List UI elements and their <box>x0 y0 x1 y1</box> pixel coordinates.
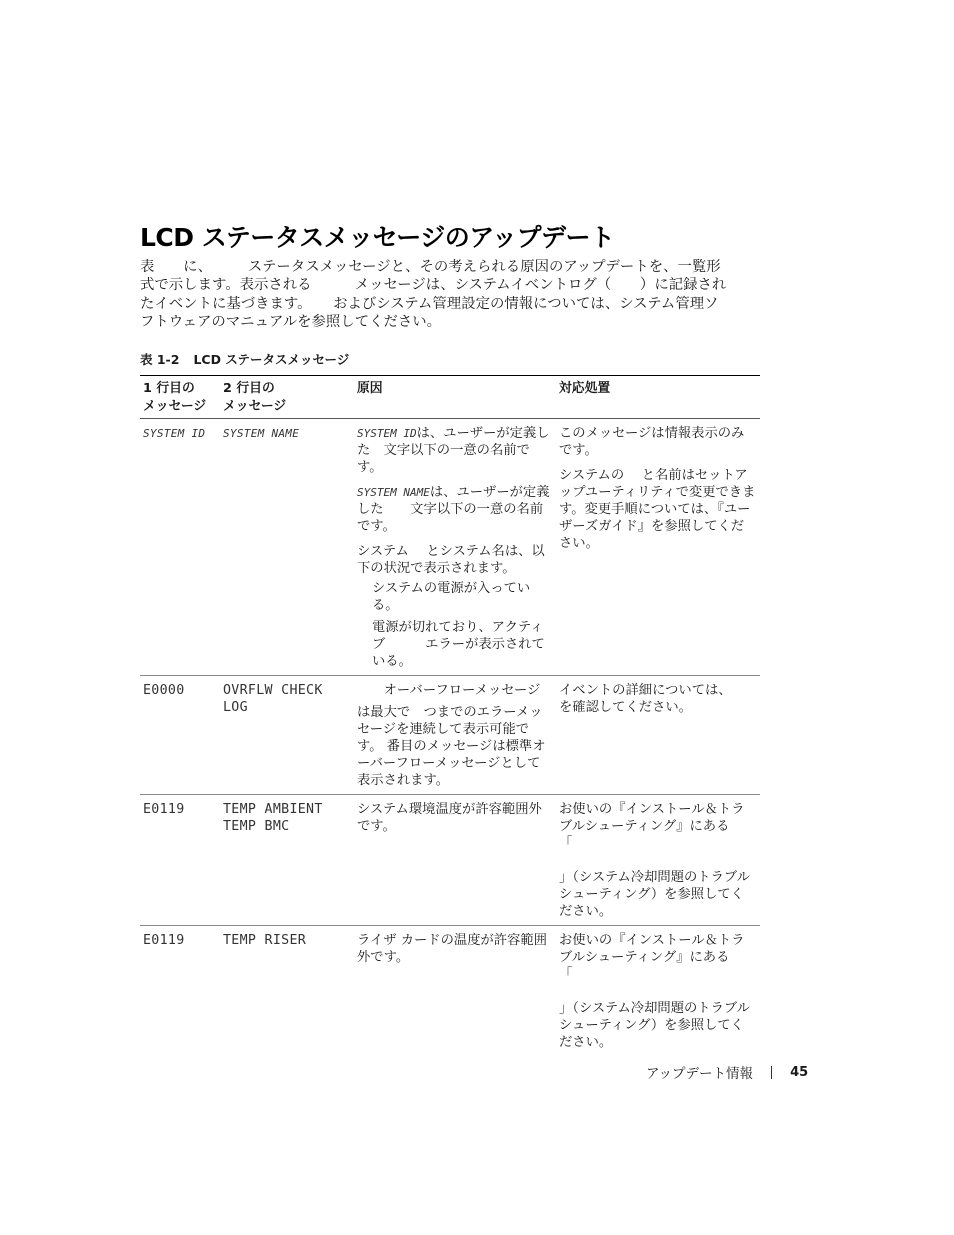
table-row <box>140 795 760 926</box>
header-cause: 原因 <box>354 376 556 419</box>
line2-message: SYSTEM NAME <box>220 419 354 676</box>
cause-cell: SYSTEM IDは、ユーザーが定義した 文字以下の一意の名前です。 SYSTEM NAMEは、ユーザーが定義した 文字以下の一意の名前です。 システム とシステム名は、以下の状況で表示されます。 システムの電源が入っている。 電源が切れており、アクティブ エラーが表示されている。 <box>354 419 556 676</box>
table-header-row <box>140 376 760 419</box>
table-caption <box>140 350 349 368</box>
table-row <box>140 419 760 676</box>
intro-line: 式で示します。表示される メッセージは、システムイベントログ（ ）に記録され <box>140 277 727 294</box>
intro-line: フトウェアのマニュアルを参照してください。 <box>140 313 442 330</box>
lcd-status-table <box>140 375 760 1056</box>
line1-message: E0119 <box>143 933 185 948</box>
page-number: 45 <box>790 1064 809 1080</box>
table-title: LCD ステータスメッセージ <box>193 352 350 367</box>
table-number: 表 1-2 <box>140 352 180 367</box>
action-cell: お使いの『インストール＆トラブルシューティング』にある 「 」（システム冷却問題のトラブルシューティング）を参照してください。 <box>556 795 760 926</box>
action-cell: イベントの詳細については、 を確認してください。 <box>556 676 760 795</box>
intro-paragraph <box>140 258 762 331</box>
line2-message: OVRFLW CHECK LOG <box>220 676 354 795</box>
cause-cell: システム環境温度が許容範囲外です。 <box>354 795 556 926</box>
line1-message: E0119 <box>140 795 220 926</box>
header-action: 対応処置 <box>556 376 760 419</box>
footer-section-title: アップデート情報 <box>646 1066 754 1082</box>
line2-message: TEMP RISER <box>223 933 307 948</box>
header-line1-message: 1 行目の メッセージ <box>140 376 220 419</box>
table-row <box>140 676 760 795</box>
page-footer <box>646 1062 808 1082</box>
action-cell: お使いの『インストール＆トラブルシューティング』にある 「 」（システム冷却問題のトラブルシューティング）を参照してください。 <box>559 933 750 1050</box>
cause-list-item: 電源が切れており、アクティブ エラーが表示されている。 <box>372 620 545 669</box>
line2-message: TEMP AMBIENT TEMP BMC <box>220 795 354 926</box>
table-row <box>140 926 760 1057</box>
intro-line: 表 に、 ステータスメッセージと、その考えられる原因のアップデートを、一覧形 <box>140 259 721 275</box>
page-heading: LCD ステータスメッセージのアップデート <box>140 223 615 252</box>
line1-message: E0000 <box>140 676 220 795</box>
intro-line: たイベントに基づきます。 およびシステム管理設定の情報については、システム管理ソ <box>140 295 719 312</box>
line1-message: SYSTEM ID <box>140 419 220 676</box>
footer-divider <box>771 1066 772 1079</box>
action-cell: このメッセージは情報表示のみです。 システムの と名前はセットアップユーティリティで変更できます。変更手順については、『ユーザーズガイド』を参照してください。 <box>556 419 760 676</box>
cause-cell: オーバーフローメッセージ は最大で つまでのエラーメッセージを連続して表示可能です。 番目のメッセージは標準オーバーフローメッセージとして表示されます。 <box>354 676 556 795</box>
header-line2-message: 2 行目の メッセージ <box>220 376 354 419</box>
cause-cell: ライザ カードの温度が許容範囲外です。 <box>357 933 547 965</box>
cause-list-item: システムの電源が入っている。 <box>372 581 531 613</box>
